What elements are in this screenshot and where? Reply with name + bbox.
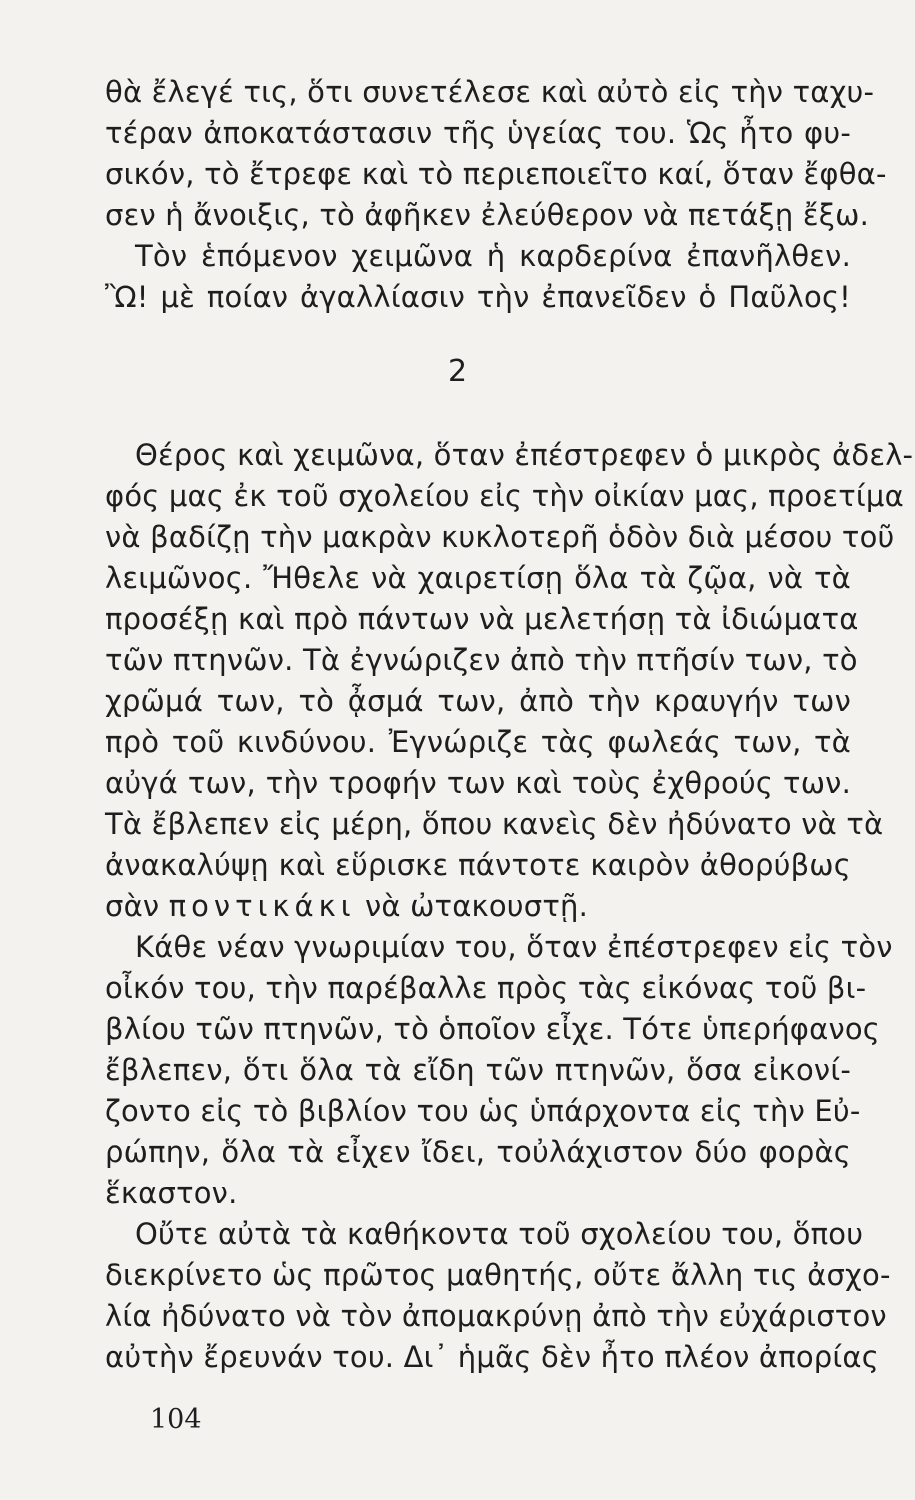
text-line: Οὔτε αὐτὰ τὰ καθήκοντα τοῦ σχολείου του, ὅπου [135,1217,864,1251]
text-line: Ὢ! μὲ ποίαν ἀγαλλίασιν τὴν ἐπανεῖδεν ὁ Παῦλος! [105,280,851,314]
text-line: οἶκόν του, τὴν παρέβαλλε πρὸς τὰς εἰκόνας τοῦ βι- [105,971,867,1005]
text-line: πρὸ τοῦ κινδύνου. Ἐγνώριζε τὰς φωλεάς των, τὰ [105,725,851,759]
text-line: θὰ ἔλεγέ τις, ὅτι συνετέλεσε καὶ αὐτὸ εἰς τὴν ταχυ- [105,75,875,109]
text-line: αὐγά των, τὴν τροφήν των καὶ τοὺς ἐχθρούς των. [105,766,851,800]
text-line: τῶν πτηνῶν. Τὰ ἐγνώριζεν ἀπὸ τὴν πτῆσίν των, τὸ [105,643,858,677]
text-line: ἕκαστον. [105,1176,238,1210]
text-line: Κάθε νέαν γνωριμίαν του, ὅταν ἐπέστρεφεν εἰς τὸν [135,930,893,964]
text-line: Τὸν ἑπόμενον χειμῶνα ἡ καρδερίνα ἐπανῆλθεν. [135,239,851,273]
page-number: 104 [150,1404,202,1435]
text-line: νὰ βαδίζῃ τὴν μακρὰν κυκλοτερῆ ὁδὸν διὰ μέσου τοῦ [105,520,895,554]
text-line: διεκρίνετο ὡς πρῶτος μαθητής, οὔτε ἄλλη τις ἀσχο- [105,1258,891,1292]
text-line: Τὰ ἔβλεπεν εἰς μέρη, ὅπου κανεὶς δὲν ἠδύνατο νὰ τὰ [105,807,884,841]
text-line [105,886,851,926]
text-line: προσέξῃ καὶ πρὸ πάντων νὰ μελετήσῃ τὰ ἰδιώματα [105,602,859,636]
text-line: σεν ἡ ἄνοιξις, τὸ ἀφῆκεν ἐλεύθερον νὰ πετάξῃ ἔξω. [105,198,870,232]
text-line: σικόν, τὸ ἔτρεφε καὶ τὸ περιεποιεῖτο καί, ὅταν ἔφθα- [105,157,887,191]
text-line: αὐτὴν ἔρευνάν του. Δι᾿ ἡμᾶς δὲν ἦτο πλέον ἀπορίας [105,1340,879,1374]
text-line: Θέρος καὶ χειμῶνα, ὅταν ἐπέστρεφεν ὁ μικρὸς ἀδελ- [135,438,914,472]
text-line: βλίου τῶν πτηνῶν, τὸ ὁποῖον εἶχε. Τότε ὑπερήφανος [105,1012,881,1046]
text-line: τέραν ἀποκατάστασιν τῆς ὑγείας του. Ὡς ἦτο φυ- [105,116,851,150]
text-fragment: νὰ ὠτακουστῇ. [364,889,588,923]
text-line: φός μας ἐκ τοῦ σχολείου εἰς τὴν οἰκίαν μας, προετίμα [105,479,904,513]
spaced-word: ποντικάκι [168,889,356,923]
text-line: ζοντο εἰς τὸ βιβλίον του ὡς ὑπάρχοντα εἰς τὴν Εὐ- [105,1094,861,1128]
text-fragment: σὰν [105,889,160,923]
text-line: ρώπην, ὅλα τὰ εἶχεν ἴδει, τοὐλάχιστον δύο φορὰς [105,1135,851,1169]
text-line: λειμῶνος. Ἤθελε νὰ χαιρετίσῃ ὅλα τὰ ζῷα, νὰ τὰ [105,561,851,595]
text-line: χρῶμά των, τὸ ᾆσμά των, ἀπὸ τὴν κραυγήν των [105,684,851,718]
text-line: ἀνακαλύψῃ καὶ εὕρισκε πάντοτε καιρὸν ἀθορύβως [105,848,851,882]
text-line: λία ἠδύνατο νὰ τὸν ἀπομακρύνῃ ἀπὸ τὴν εὐχάριστον [105,1299,887,1333]
section-number: 2 [447,354,468,389]
text-line: ἔβλεπεν, ὅτι ὅλα τὰ εἴδη τῶν πτηνῶν, ὅσα εἰκονί- [105,1053,851,1087]
